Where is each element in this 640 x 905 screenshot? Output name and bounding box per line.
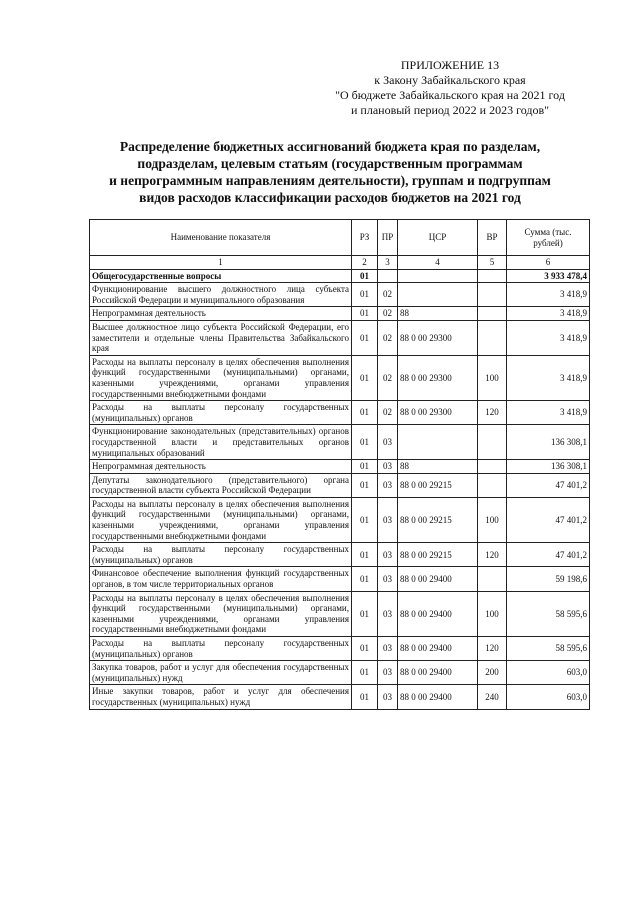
- cell-pr: 02: [378, 283, 398, 307]
- cell-vr: 200: [478, 661, 507, 685]
- cell-rz: 01: [352, 307, 378, 321]
- cell-pr: [378, 269, 398, 283]
- column-number-row: [90, 256, 590, 270]
- cell-vr: 100: [478, 355, 507, 400]
- cell-sum: 3 418,9: [507, 401, 590, 425]
- cell-vr: [478, 283, 507, 307]
- cell-sum: 47 401,2: [507, 543, 590, 567]
- cell-name: Функционирование законодательных (представительных) органов государственной власти и представительных органов муниципальных образований: [90, 425, 352, 460]
- cell-vr: [478, 307, 507, 321]
- header-csr: ЦСР: [398, 220, 478, 256]
- cell-rz: 01: [352, 685, 378, 709]
- cell-vr: [478, 320, 507, 355]
- cell-csr: 88 0 00 29215: [398, 497, 478, 542]
- cell-vr: [478, 567, 507, 591]
- table-row: [90, 320, 590, 355]
- cell-sum: 3 933 478,4: [507, 269, 590, 283]
- cell-pr: 02: [378, 401, 398, 425]
- cell-csr: 88 0 00 29400: [398, 661, 478, 685]
- cell-pr: 03: [378, 567, 398, 591]
- cell-csr: 88: [398, 307, 478, 321]
- table-row: [90, 355, 590, 400]
- column-number: 1: [90, 256, 352, 270]
- table-row: [90, 543, 590, 567]
- cell-name: Расходы на выплаты персоналу государственных (муниципальных) органов: [90, 401, 352, 425]
- cell-sum: 47 401,2: [507, 497, 590, 542]
- cell-name: Функционирование высшего должностного лица субъекта Российской Федерации и муниципального образования: [90, 283, 352, 307]
- cell-sum: 136 308,1: [507, 460, 590, 474]
- table-row: [90, 685, 590, 709]
- table-row: [90, 637, 590, 661]
- cell-rz: 01: [352, 543, 378, 567]
- column-number: 3: [378, 256, 398, 270]
- cell-csr: 88 0 00 29400: [398, 591, 478, 636]
- table-row: [90, 661, 590, 685]
- cell-sum: 136 308,1: [507, 425, 590, 460]
- cell-rz: 01: [352, 355, 378, 400]
- column-number: 2: [352, 256, 378, 270]
- cell-name: Общегосударственные вопросы: [90, 269, 352, 283]
- cell-sum: 3 418,9: [507, 355, 590, 400]
- cell-sum: 58 595,6: [507, 637, 590, 661]
- cell-csr: 88 0 00 29300: [398, 355, 478, 400]
- cell-pr: 02: [378, 307, 398, 321]
- cell-csr: 88 0 00 29400: [398, 685, 478, 709]
- cell-name: Расходы на выплаты персоналу государственных (муниципальных) органов: [90, 637, 352, 661]
- title-line: видов расходов классификации расходов бюджетов на 2021 год: [139, 190, 521, 205]
- cell-name: Расходы на выплаты персоналу в целях обеспечения выполнения функций государственными (муниципальными) органами, казенными учреждениями, органами управления государственными внебюджетными фондами: [90, 355, 352, 400]
- cell-pr: 03: [378, 473, 398, 497]
- cell-rz: 01: [352, 425, 378, 460]
- table-row: [90, 473, 590, 497]
- cell-csr: 88 0 00 29215: [398, 543, 478, 567]
- cell-sum: 58 595,6: [507, 591, 590, 636]
- appendix-law-title: "О бюджете Забайкальского края на 2021 год: [335, 88, 565, 102]
- title-line: и непрограммным направлениям деятельности), группам и подгруппам: [109, 173, 551, 188]
- cell-rz: 01: [352, 269, 378, 283]
- cell-pr: 03: [378, 425, 398, 460]
- cell-vr: 120: [478, 637, 507, 661]
- header-rz: РЗ: [352, 220, 378, 256]
- cell-vr: 120: [478, 401, 507, 425]
- cell-pr: 03: [378, 661, 398, 685]
- cell-vr: [478, 269, 507, 283]
- cell-pr: 03: [378, 685, 398, 709]
- cell-vr: 100: [478, 591, 507, 636]
- column-number: 5: [478, 256, 507, 270]
- cell-csr: 88: [398, 460, 478, 474]
- cell-pr: 03: [378, 497, 398, 542]
- cell-pr: 03: [378, 637, 398, 661]
- cell-pr: 03: [378, 591, 398, 636]
- table-body: [90, 269, 590, 709]
- cell-pr: 02: [378, 355, 398, 400]
- cell-name: Высшее должностное лицо субъекта Российской Федерации, его заместители и отдельные члены Правительства Забайкальского края: [90, 320, 352, 355]
- cell-csr: 88 0 00 29300: [398, 320, 478, 355]
- cell-sum: 3 418,9: [507, 283, 590, 307]
- cell-csr: 88 0 00 29400: [398, 567, 478, 591]
- cell-sum: 59 198,6: [507, 567, 590, 591]
- table-row: [90, 307, 590, 321]
- cell-vr: [478, 425, 507, 460]
- cell-rz: 01: [352, 460, 378, 474]
- title-line: подразделам, целевым статьям (государственным программам: [137, 156, 523, 171]
- cell-sum: 603,0: [507, 661, 590, 685]
- cell-name: Непрограммная деятельность: [90, 307, 352, 321]
- column-number: 4: [398, 256, 478, 270]
- cell-name: Закупка товаров, работ и услуг для обеспечения государственных (муниципальных) нужд: [90, 661, 352, 685]
- cell-csr: [398, 425, 478, 460]
- cell-rz: 01: [352, 661, 378, 685]
- appendix-header: [300, 58, 600, 118]
- cell-sum: 3 418,9: [507, 320, 590, 355]
- table-row: [90, 567, 590, 591]
- cell-vr: 100: [478, 497, 507, 542]
- header-vr: ВР: [478, 220, 507, 256]
- header-name: Наименование показателя: [90, 220, 352, 256]
- header-pr: ПР: [378, 220, 398, 256]
- cell-csr: 88 0 00 29300: [398, 401, 478, 425]
- cell-pr: 03: [378, 460, 398, 474]
- document-title: [70, 138, 590, 206]
- cell-pr: 02: [378, 320, 398, 355]
- header-sum: Сумма (тыс. рублей): [507, 220, 590, 256]
- cell-rz: 01: [352, 567, 378, 591]
- table-row: [90, 460, 590, 474]
- cell-csr: 88 0 00 29400: [398, 637, 478, 661]
- cell-sum: 47 401,2: [507, 473, 590, 497]
- budget-table: [89, 219, 590, 710]
- cell-rz: 01: [352, 497, 378, 542]
- cell-pr: 03: [378, 543, 398, 567]
- cell-vr: [478, 460, 507, 474]
- cell-csr: [398, 283, 478, 307]
- appendix-law-period: и плановый период 2022 и 2023 годов": [350, 103, 550, 117]
- table-row: [90, 591, 590, 636]
- cell-name: Расходы на выплаты персоналу в целях обеспечения выполнения функций государственными (муниципальными) органами, казенными учреждениями, органами управления государственными внебюджетными фондами: [90, 591, 352, 636]
- title-line: Распределение бюджетных ассигнований бюджета края по разделам,: [119, 139, 541, 154]
- cell-name: Непрограммная деятельность: [90, 460, 352, 474]
- cell-name: Депутаты законодательного (представительного) органа государственной власти субъекта Российской Федерации: [90, 473, 352, 497]
- table-header-row: [90, 220, 590, 256]
- cell-vr: 120: [478, 543, 507, 567]
- cell-vr: [478, 473, 507, 497]
- cell-rz: 01: [352, 473, 378, 497]
- cell-rz: 01: [352, 320, 378, 355]
- table-row: [90, 497, 590, 542]
- cell-sum: 3 418,9: [507, 307, 590, 321]
- table-row: [90, 401, 590, 425]
- cell-name: Финансовое обеспечение выполнения функций государственных органов, в том числе территориальных органов: [90, 567, 352, 591]
- cell-csr: [398, 269, 478, 283]
- cell-rz: 01: [352, 401, 378, 425]
- column-number: 6: [507, 256, 590, 270]
- cell-name: Расходы на выплаты персоналу государственных (муниципальных) органов: [90, 543, 352, 567]
- cell-rz: 01: [352, 283, 378, 307]
- appendix-number: ПРИЛОЖЕНИЕ 13: [400, 58, 500, 72]
- table-row: [90, 269, 590, 283]
- cell-name: Иные закупки товаров, работ и услуг для обеспечения государственных (муниципальных) нужд: [90, 685, 352, 709]
- cell-rz: 01: [352, 591, 378, 636]
- cell-name: Расходы на выплаты персоналу в целях обеспечения выполнения функций государственными (муниципальными) органами, казенными учреждениями, органами управления государственными внебюджетными фондами: [90, 497, 352, 542]
- cell-csr: 88 0 00 29215: [398, 473, 478, 497]
- table-row: [90, 283, 590, 307]
- appendix-law-ref: к Закону Забайкальского края: [374, 73, 526, 87]
- cell-sum: 603,0: [507, 685, 590, 709]
- cell-rz: 01: [352, 637, 378, 661]
- cell-vr: 240: [478, 685, 507, 709]
- table-row: [90, 425, 590, 460]
